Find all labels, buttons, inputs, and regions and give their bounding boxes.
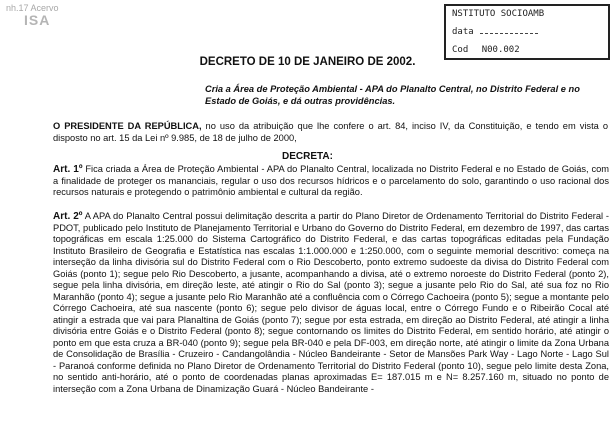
stamp-code-row [452, 45, 520, 55]
stamp-date-blank [480, 27, 538, 34]
acervo-isa-logo [4, 3, 70, 27]
decree-summary: Cria a Área de Proteção Ambiental - APA do Planalto Central, no Distrito Federal e no Estado de Goiás, e dá outras providências. [205, 84, 580, 106]
article-2-label: Art. 2º [53, 211, 83, 222]
article-1 [53, 164, 609, 199]
decreta-heading: DECRETA: [282, 151, 333, 162]
article-2-text: A APA do Planalto Central possui delimitação descrita a partir do Plano Diretor de Ordenamento Territorial do Distrito Federal - PDOT, publicado pelo Instituto de Planejamento Territorial e Urbano do Governo do Distrito Federal, em dezembro de 1997, das cartas topográficas em escala 1:25.000 do Sistema Cartográfico do Distrito Federal, e das cartas topográficas editadas pela Fundação Instituto Brasileiro de Geografia e Estatística nas escalas 1:1.000.000 e 1:250.000, com o seguinte memorial descritivo: começa na interseção da linha divisória sul do Distrito Federal com o Rio Descoberto, ponto extremo sudoeste da divisa do Distrito Federal com Goiás (ponto 1); segue pelo Rio Descoberto, a jusante, acompanhando a divisa, até o extremo noroeste do Distrito Federal (ponto 2), segue pela linha divisória, em direção leste, até atingir o Rio do Sal (ponto 3); segue a jusante pelo Rio do Sal, até sua foz no Rio Maranhão (ponto 4); segue a jusante pelo Rio Maranhão até a confluência com o Córrego Cachoeira (ponto 5); segue a montante pelo Córrego Cachoeira, até sua nascente (ponto 6); segue pelo divisor de águas local, entre o Córrego Fundo e o Ribeirão Cocal até atingir a estrada que vai para Planaltina de Goiás (ponto 7); segue por esta estrada, em direção ao Distrito Federal, até atingir a linha divisória entre Goiás e o Distrito Federal (ponto 8); segue contornando os limites do Distrito Federal, em sentido horário, até atingir o ponto em que esta cruza a BR-040 (ponto 9); segue pela BR-040 e pela DF-003, em direção norte, até atingir o limite da Zona Urbana de Consolidação de Brasília - Cruzeiro - Candangolândia - Núcleo Bandeirante - Setor de Mansões Park Way - Lago Norte - Lago Sul - Paranoá conforme definida no Plano Diretor de Ordenamento Territorial do Distrito Federal (ponto 10), segue pelo limite desta Zona, no sentido anti-horário, até o ponto de coordenadas planas aproximadas E= 187.015 m e N= 8.257.160 m, situado no ponto de interseção com a Zona Urbana de Dinamização Guará - Núcleo Bandeirante - [53, 211, 610, 394]
decree-title: DECRETO DE 10 DE JANEIRO DE 2002. [199, 56, 416, 68]
stamp-code-value: N00.002 [481, 45, 520, 55]
stamp-date-row [452, 27, 538, 37]
article-1-label: Art. 1º [53, 164, 83, 175]
archive-stamp [444, 4, 610, 60]
stamp-code-label: Cod [452, 45, 469, 55]
preamble-text: no uso da atribuição que lhe confere o art. 84, inciso IV, da Constituição, e tendo em vista o disposto no art. 15 da Lei nº 9.985, de 18 de julho de 2000, [53, 121, 608, 143]
logo-line1: nh.17 Acervo [6, 3, 59, 13]
article-1-text: Fica criada a Área de Proteção Ambiental - APA do Planalto Central, localizada no Distrito Federal e no Estado de Goiás, com a finalidade de proteger os mananciais, regular o uso dos recursos hídricos e o parcelamento do solo, garantindo o uso racional dos recursos naturais e protegendo o patrimônio ambiental e cultural da região. [53, 164, 610, 197]
logo-line2: ISA [24, 12, 51, 28]
stamp-institution: NSTITUTO SOCIOAMB [452, 9, 545, 19]
stamp-date-label: data [452, 27, 474, 37]
preamble-lead: O PRESIDENTE DA REPÚBLICA, [53, 121, 202, 131]
article-2 [53, 211, 609, 395]
preamble [53, 121, 608, 144]
